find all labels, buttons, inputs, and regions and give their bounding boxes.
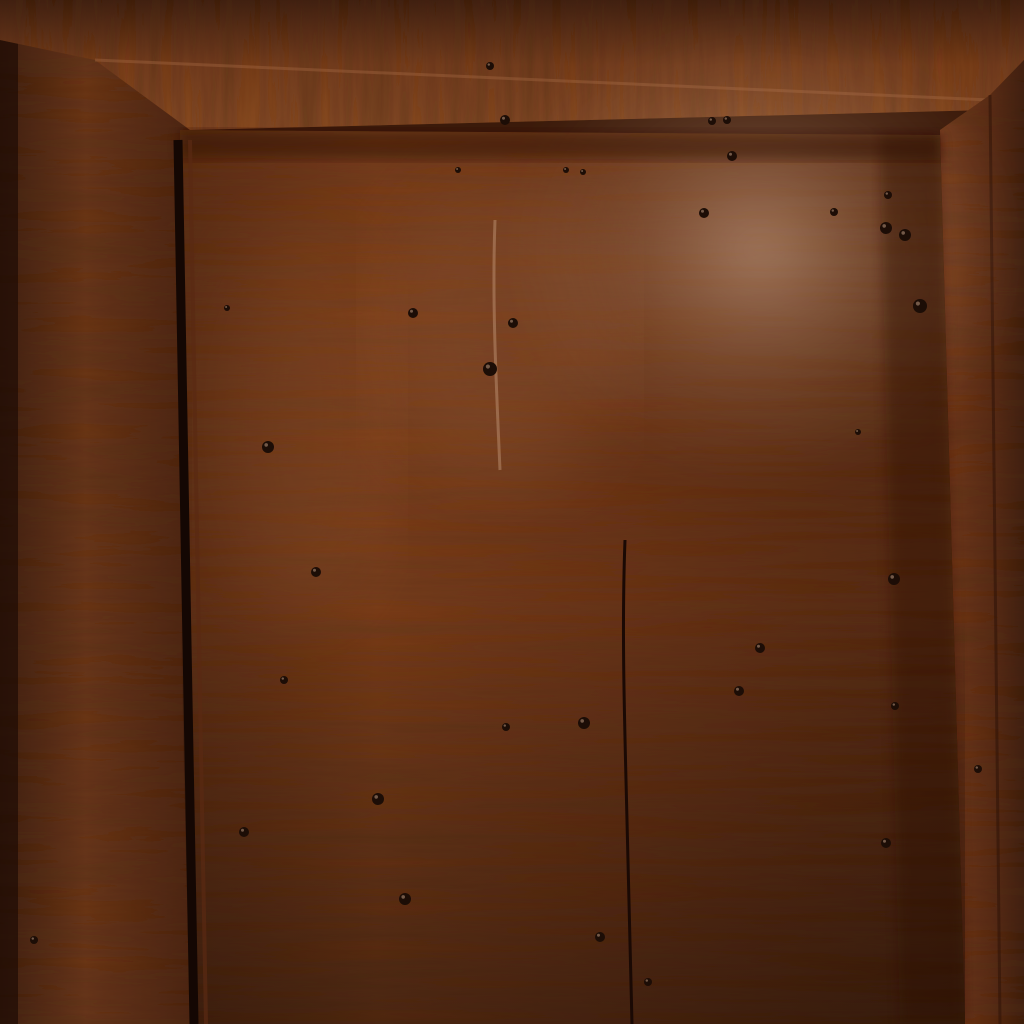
wormhole: [888, 573, 900, 585]
wormhole: [899, 229, 911, 241]
wormhole-highlight: [313, 569, 316, 572]
wormhole-highlight: [456, 168, 458, 170]
wormhole: [311, 567, 321, 577]
wormhole-highlight: [883, 840, 886, 843]
wormhole-highlight: [241, 829, 244, 832]
wormhole-highlight: [282, 677, 284, 679]
wormhole: [755, 643, 765, 653]
wormhole: [884, 191, 892, 199]
wormhole: [563, 167, 569, 173]
wormhole: [580, 169, 586, 175]
wormhole-highlight: [901, 231, 905, 235]
wormhole: [578, 717, 590, 729]
wormhole-highlight: [32, 937, 34, 939]
wormhole: [699, 208, 709, 218]
wormhole: [734, 686, 744, 696]
wormhole-highlight: [832, 209, 834, 211]
wormhole-highlight: [893, 703, 895, 705]
wormhole: [595, 932, 605, 942]
wormhole: [881, 838, 891, 848]
wormhole: [880, 222, 892, 234]
wormhole: [727, 151, 737, 161]
wormhole: [399, 893, 411, 905]
wormhole: [262, 441, 274, 453]
wormhole-highlight: [225, 306, 227, 308]
wormhole-highlight: [890, 575, 894, 579]
wormhole-highlight: [488, 63, 490, 65]
wormhole-highlight: [401, 895, 405, 899]
center-panel: [180, 20, 1020, 1024]
wormhole-highlight: [502, 117, 505, 120]
wormhole: [855, 429, 861, 435]
wormhole: [502, 723, 510, 731]
wormhole-highlight: [856, 430, 858, 432]
wormhole-highlight: [646, 979, 648, 981]
wormhole: [830, 208, 838, 216]
wormhole-highlight: [264, 443, 268, 447]
wormhole: [486, 62, 494, 70]
wormhole-highlight: [729, 153, 732, 156]
wormhole: [708, 117, 716, 125]
wormhole-highlight: [486, 364, 490, 368]
wormhole: [408, 308, 418, 318]
wormhole-highlight: [581, 170, 583, 172]
wormhole: [224, 305, 230, 311]
wormhole-highlight: [916, 301, 920, 305]
wormhole-highlight: [886, 192, 888, 194]
wormhole: [644, 978, 652, 986]
left-frame-stile: [0, 0, 190, 1024]
wormhole: [372, 793, 384, 805]
wormhole: [508, 318, 518, 328]
wormhole-highlight: [736, 688, 739, 691]
wormhole-highlight: [701, 210, 704, 213]
wormhole: [239, 827, 249, 837]
wormhole: [974, 765, 982, 773]
wormhole: [483, 362, 497, 376]
wormhole-highlight: [410, 310, 413, 313]
wormhole-highlight: [725, 117, 727, 119]
wormhole: [500, 115, 510, 125]
wormhole: [913, 299, 927, 313]
wormhole-highlight: [504, 724, 506, 726]
wormhole: [30, 936, 38, 944]
wormhole-highlight: [510, 320, 513, 323]
wormhole-highlight: [882, 224, 886, 228]
wormhole-highlight: [976, 766, 978, 768]
wormhole-highlight: [374, 795, 378, 799]
wormhole: [891, 702, 899, 710]
wormhole-highlight: [757, 645, 760, 648]
wormhole-highlight: [710, 118, 712, 120]
wormhole: [280, 676, 288, 684]
wormhole: [455, 167, 461, 173]
wormhole-highlight: [580, 719, 584, 723]
wormhole-highlight: [564, 168, 566, 170]
wormhole-highlight: [597, 934, 600, 937]
wormhole: [723, 116, 731, 124]
